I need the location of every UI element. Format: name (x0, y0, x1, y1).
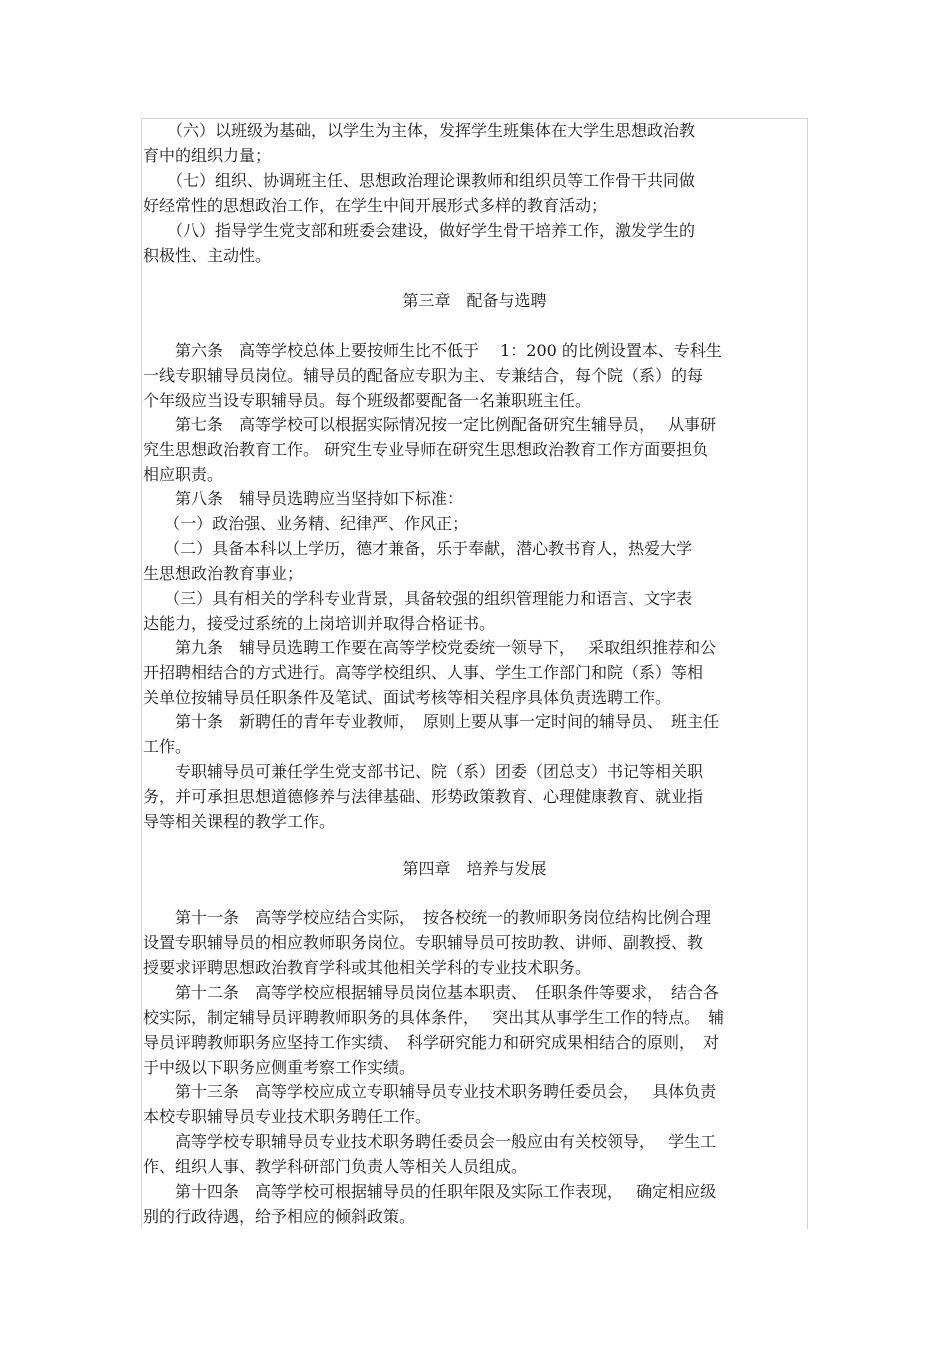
chapter-heading: 第四章 培养与发展 (402, 859, 547, 878)
paragraph-line: 第九条 辅导员选聘工作要在高等学校党委统一领导下， 采取组织推荐和公 (143, 638, 717, 657)
paragraph-line: 第七条 高等学校可以根据实际情况按一定比例配备研究生辅导员， 从事研 (143, 415, 717, 434)
paragraph-line: （二）具备本科以上学历，德才兼备，乐于奉献，潜心教书育人，热爱大学 (143, 539, 693, 558)
paragraph-line: 本校专职辅导员专业技术职务聘任工作。 (143, 1107, 432, 1126)
paragraph-line: 一线专职辅导员岗位。辅导员的配备应专职为主、专兼结合，每个院（系）的每 (143, 366, 704, 385)
paragraph-line: 务，并可承担思想道德修养与法律基础、形势政策教育、心理健康教育、就业指 (143, 787, 704, 806)
paragraph-line: 生思想政治教育事业； (143, 564, 304, 583)
paragraph-line: （一）政治强、业务精、纪律严、作风正； (143, 514, 469, 533)
document-page (141, 118, 808, 1229)
chapter-heading: 第三章 配备与选聘 (402, 291, 547, 310)
paragraph-line: 设置专职辅导员的相应教师职务岗位。专职辅导员可按助教、讲师、副教授、教 (143, 933, 704, 952)
paragraph-line: （六）以班级为基础，以学生为主体，发挥学生班集体在大学生思想政治教 (143, 121, 696, 140)
paragraph-line: 第八条 辅导员选聘应当坚持如下标准： (143, 489, 464, 508)
paragraph-line: 达能力，接受过系统的上岗培训并取得合格证书。 (143, 614, 496, 633)
paragraph-line: （七）组织、协调班主任、思想政治理论课教师和组织员等工作骨干共同做 (143, 171, 696, 190)
paragraph-line: 好经常性的思想政治工作，在学生中间开展形式多样的教育活动； (143, 196, 608, 215)
paragraph-line: 别的行政待遇，给予相应的倾斜政策。 (143, 1207, 416, 1226)
paragraph-line: 专职辅导员可兼任学生党支部书记、院（系）团委（团总支）书记等相关职 (143, 762, 704, 781)
paragraph-line: 关单位按辅导员任职条件及笔试、面试考核等相关程序具体负责选聘工作。 (143, 688, 672, 707)
paragraph-line: 于中级以下职务应侧重考察工作实绩。 (143, 1058, 416, 1077)
paragraph-line: 高等学校专职辅导员专业技术职务聘任委员会一般应由有关校领导， 学生工 (143, 1132, 717, 1151)
paragraph-line: 第六条 高等学校总体上要按师生比不低于 1：200 的比例设置本、专科生 (143, 341, 722, 360)
paragraph-line: 个年级应当设专职辅导员。每个班级都要配备一名兼职班主任。 (143, 391, 592, 410)
paragraph-line: 开招聘相结合的方式进行。高等学校组织、人事、学生工作部门和院（系）等相 (143, 663, 704, 682)
paragraph-line: 积极性、主动性。 (143, 246, 272, 265)
paragraph-line: 相应职责。 (143, 465, 224, 484)
paragraph-line: 育中的组织力量； (143, 146, 272, 165)
paragraph-line: 作、组织人事、教学科研部门负责人等相关人员组成。 (143, 1157, 528, 1176)
paragraph-line: （三）具有相关的学科专业背景，具备较强的组织管理能力和语言、文字表 (143, 589, 693, 608)
paragraph-line: 第十三条 高等学校应成立专职辅导员专业技术职务聘任委员会， 具体负责 (143, 1082, 717, 1101)
paragraph-line: （八）指导学生党支部和班委会建设，做好学生骨干培养工作，激发学生的 (143, 221, 696, 240)
paragraph-line: 授要求评聘思想政治教育学科或其他相关学科的专业技术职务。 (143, 958, 592, 977)
paragraph-line: 第十一条 高等学校应结合实际， 按各校统一的教师职务岗位结构比例合理 (143, 908, 712, 927)
paragraph-line: 导员评聘教师职务应坚持工作实绩、 科学研究能力和研究成果相结合的原则， 对 (143, 1033, 720, 1052)
paragraph-line: 第十条 新聘任的青年专业教师， 原则上要从事一定时间的辅导员、 班主任 (143, 712, 720, 731)
paragraph-line: 导等相关课程的教学工作。 (143, 812, 336, 831)
paragraph-line: 校实际，制定辅导员评聘教师职务的具体条件， 突出其从事学生工作的特点。 辅 (143, 1008, 725, 1027)
paragraph-line: 第十二条 高等学校应根据辅导员岗位基本职责、 任职条件等要求， 结合各 (143, 983, 720, 1002)
paragraph-line: 第十四条 高等学校可根据辅导员的任职年限及实际工作表现， 确定相应级 (143, 1182, 717, 1201)
paragraph-line: 究生思想政治教育工作。 研究生专业导师在研究生思想政治教育工作方面要担负 (143, 440, 709, 459)
paragraph-line: 工作。 (143, 737, 192, 756)
